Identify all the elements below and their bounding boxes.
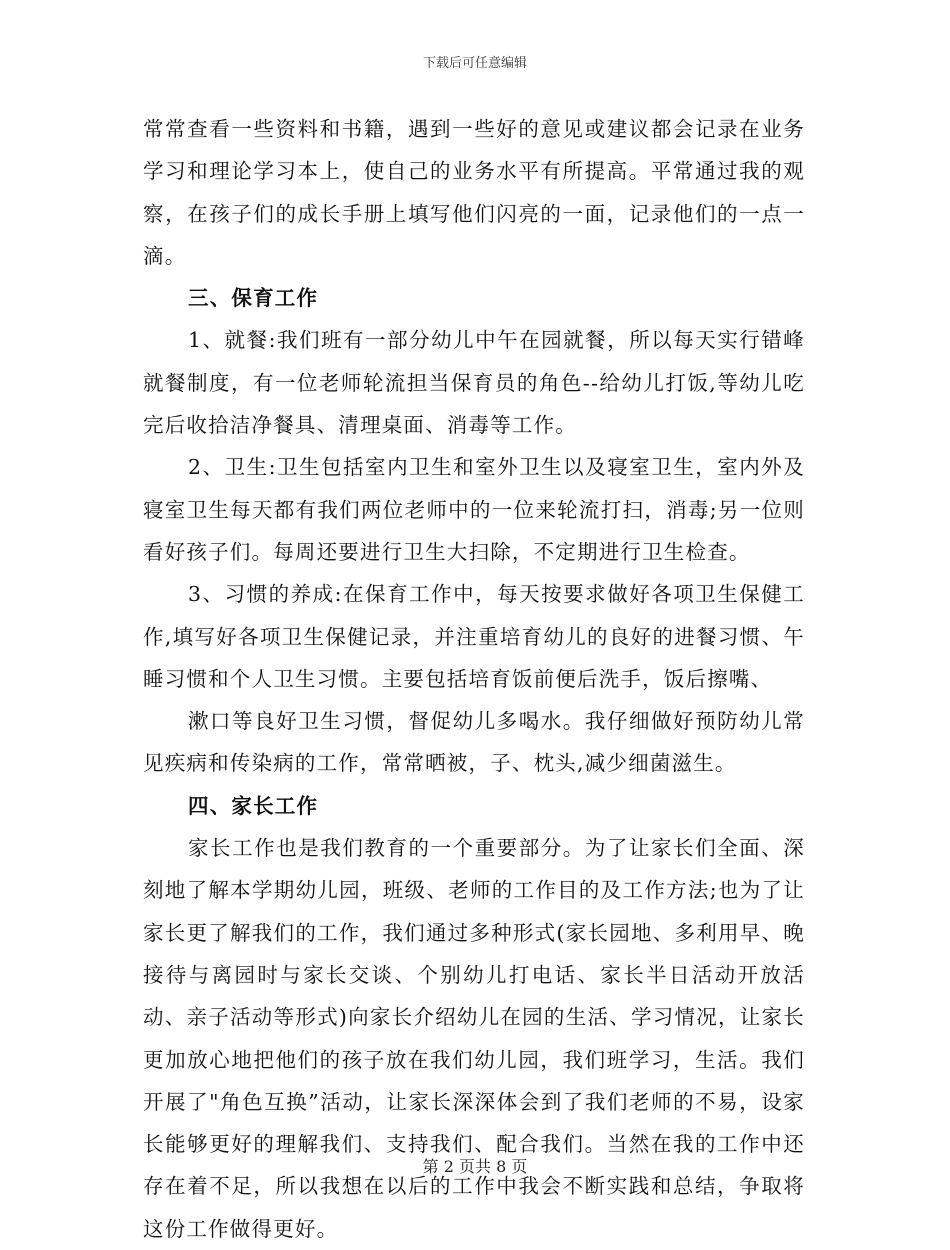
section-heading-parents: 四、家长工作: [188, 793, 319, 818]
paragraph-dining: 1、就餐:我们班有一部分幼儿中午在园就餐，所以每天实行错峰就餐制度，有一位老师轮流担当保育员的角色--给幼儿打饭,等幼儿吃完后收拾洁净餐具、清理桌面、消毒等工作。: [143, 328, 805, 438]
paragraph-habits-continued: 漱口等良好卫生习惯，督促幼儿多喝水。我仔细做好预防幼儿常见疾病和传染病的工作，常常晒被，子、枕头,减少细菌滋生。: [143, 709, 805, 776]
paragraph-hygiene: 2、卫生:卫生包括室内卫生和室外卫生以及寝室卫生，室内外及寝室卫生每天都有我们两位老师中的一位来轮流打扫，消毒;另一位则看好孩子们。每周还要进行卫生大扫除，不定期进行卫生检查。: [143, 455, 805, 564]
document-body: [143, 108, 805, 1250]
section-heading-childcare: 三、保育工作: [188, 286, 319, 311]
paragraph-continued: 常常查看一些资料和书籍，遇到一些好的意见或建议都会记录在业务学习和理论学习本上，使自己的业务水平有所提高。平常通过我的观察，在孩子们的成长手册上填写他们闪亮的一面，记录他们的一点一滴。: [143, 117, 805, 268]
page-header: 下载后可任意编辑: [422, 56, 527, 71]
page-number: 第 2 页共 8 页: [422, 1157, 528, 1176]
paragraph-habits: 3、习惯的养成:在保育工作中，每天按要求做好各项卫生保健工作,填写好各项卫生保健记录，并注重培育幼儿的良好的进餐习惯、午睡习惯和个人卫生习惯。主要包括培育饭前便后洗手，饭后擦嘴、: [143, 582, 805, 691]
paragraph-parent-work: 家长工作也是我们教育的一个重要部分。为了让家长们全面、深刻地了解本学期幼儿园，班级、老师的工作目的及工作方法;也为了让家长更了解我们的工作，我们通过多种形式(家长园地、多利用早、晚接待与离园时与家长交谈、个别幼儿打电话、家长半日活动开放活动、亲子活动等形式)向家长介绍幼儿在园的生活、学习情况，让家长更加放心地把他们的孩子放在我们幼儿园，我们班学习，生活。我们开展了"角色互换”活动，让家长深深体会到了我们老师的不易，设家长能够更好的理解我们、支持我们、配合我们。当然在我的工作中还存在着不足，所以我想在以后的工作中我会不断实践和总结，争取将这份工作做得更好。: [143, 836, 805, 1241]
